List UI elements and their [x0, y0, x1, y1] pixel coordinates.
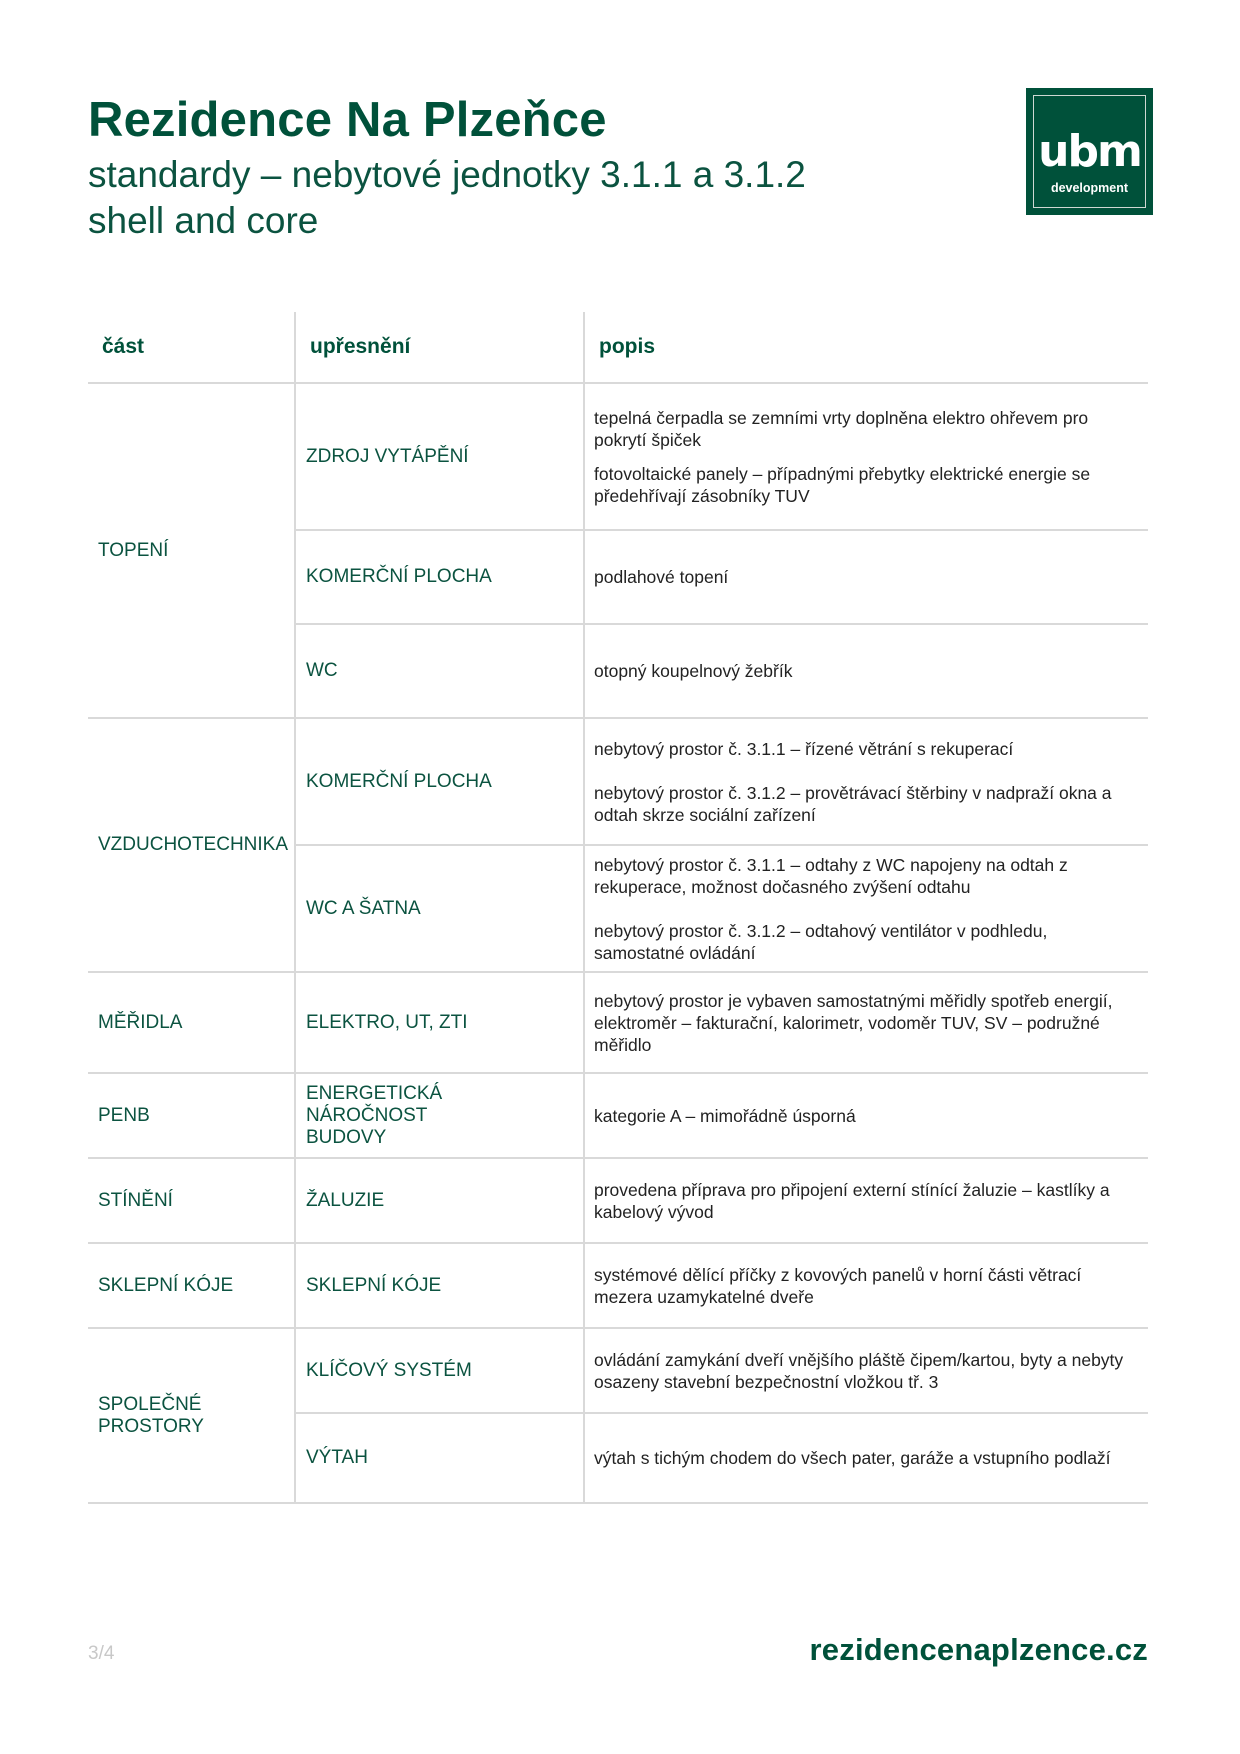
column-header-part: část	[88, 312, 295, 383]
cell-description	[584, 1073, 1148, 1158]
cell-spec: ŽALUZIE	[295, 1158, 584, 1243]
cell-spec: SKLEPNÍ KÓJE	[295, 1243, 584, 1328]
description-paragraph: výtah s tichým chodem do všech pater, garáže a vstupního podlaží	[594, 1448, 1111, 1468]
document-title: Rezidence Na Plzeňce	[88, 93, 607, 147]
cell-part: SKLEPNÍ KÓJE	[88, 1243, 295, 1328]
cell-spec: WC	[295, 624, 584, 718]
cell-description	[584, 624, 1148, 718]
cell-spec: ZDROJ VYTÁPĚNÍ	[295, 383, 584, 530]
cell-description	[584, 718, 1148, 845]
document-header	[88, 92, 806, 244]
description-paragraph: ovládání zamykání dveří vnějšího pláště čipem/kartou, byty a nebyty osazeny stavební bezpečnostní vložkou tř. 3	[594, 1349, 1124, 1392]
cell-description	[584, 1328, 1148, 1413]
website-url[interactable]: rezidencenaplzence.cz	[809, 1632, 1148, 1667]
description-paragraph: nebytový prostor č. 3.1.1 – řízené větrání s rekuperací	[594, 738, 1014, 759]
table-row	[88, 1073, 1148, 1158]
table-row	[88, 1328, 1148, 1413]
description-paragraph: provedena příprava pro připojení externí stínící žaluzie – kastlíky a kabelový vývod	[594, 1179, 1110, 1222]
cell-part: STÍNĚNÍ	[88, 1158, 295, 1243]
description-paragraph: podlahové topení	[594, 567, 729, 587]
cell-part: TOPENÍ	[88, 383, 295, 718]
cell-description	[584, 1158, 1148, 1243]
cell-spec: ENERGETICKÁ NÁROČNOST BUDOVY	[295, 1073, 584, 1158]
description-paragraph: nebytový prostor č. 3.1.2 – provětrávací štěrbiny v nadpraží okna a odtah skrze sociální zařízení	[594, 782, 1112, 825]
cell-description	[584, 1243, 1148, 1328]
cell-description	[584, 972, 1148, 1073]
standards-table	[88, 312, 1148, 1504]
document-subtitle	[88, 152, 806, 244]
column-header-spec: upřesnění	[295, 312, 584, 383]
cell-spec: KOMERČNÍ PLOCHA	[295, 718, 584, 845]
subtitle-line-2: shell and core	[88, 200, 319, 241]
cell-description	[584, 845, 1148, 972]
description-paragraph: nebytový prostor č. 3.1.2 – odtahový ventilátor v podhledu, samostatné ovládání	[594, 920, 1048, 963]
cell-part: VZDUCHOTECHNIKA	[88, 718, 295, 972]
cell-description	[584, 383, 1148, 530]
ubm-development-logo	[1026, 88, 1153, 215]
table-body	[88, 383, 1148, 1503]
logo-subtitle: development	[1050, 181, 1129, 195]
cell-part: MĚŘIDLA	[88, 972, 295, 1073]
cell-description	[584, 530, 1148, 624]
cell-spec: WC A ŠATNA	[295, 845, 584, 972]
table-header-row	[88, 312, 1148, 383]
table-row	[88, 1243, 1148, 1328]
description-paragraph: otopný koupelnový žebřík	[594, 661, 793, 681]
description-paragraph: kategorie A – mimořádně úsporná	[594, 1105, 856, 1126]
cell-part: PENB	[88, 1073, 295, 1158]
description-paragraph: tepelná čerpadla se zemními vrty doplněna elektro ohřevem pro pokrytí špiček	[594, 407, 1089, 450]
cell-spec: ELEKTRO, UT, ZTI	[295, 972, 584, 1073]
description-paragraph: nebytový prostor je vybaven samostatnými měřidly spotřeb energií, elektroměr – fakturační, kalorimetr, vodoměr TUV, SV – podružné měřidlo	[594, 990, 1113, 1055]
table-row	[88, 383, 1148, 530]
cell-spec: VÝTAH	[295, 1413, 584, 1503]
cell-spec: KOMERČNÍ PLOCHA	[295, 530, 584, 624]
logo-mark: ubm	[1038, 126, 1141, 177]
page-number: 3/4	[88, 1643, 115, 1664]
column-header-description: popis	[584, 312, 1148, 383]
description-paragraph: fotovoltaické panely – případnými přebytky elektrické energie se předehřívají zásobníky TUV	[594, 463, 1091, 506]
cell-description	[584, 1413, 1148, 1503]
cell-part: SPOLEČNÉ PROSTORY	[88, 1328, 295, 1503]
cell-spec: KLÍČOVÝ SYSTÉM	[295, 1328, 584, 1413]
subtitle-line-1: standardy – nebytové jednotky 3.1.1 a 3.1.2	[88, 154, 806, 195]
table-row	[88, 1158, 1148, 1243]
description-paragraph: nebytový prostor č. 3.1.1 – odtahy z WC napojeny na odtah z rekuperace, možnost dočasného zvýšení odtahu	[594, 854, 1068, 897]
table-row	[88, 972, 1148, 1073]
table-row	[88, 718, 1148, 845]
description-paragraph: systémové dělící příčky z kovových panelů v horní části větrací mezera uzamykatelné dveře	[594, 1264, 1082, 1307]
